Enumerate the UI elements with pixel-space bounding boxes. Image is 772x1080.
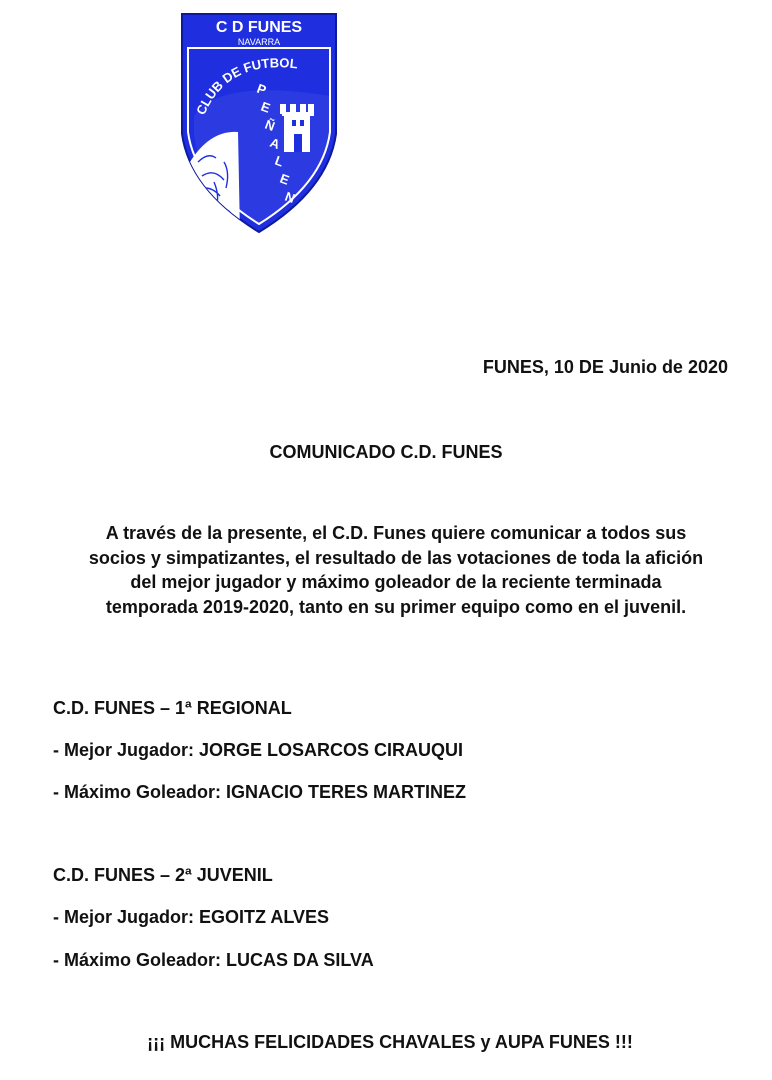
letter-title: COMUNICADO C.D. FUNES — [269, 442, 503, 462]
intro-line: socios y simpatizantes, el resultado de las votaciones de toda la afición — [88, 547, 704, 568]
award-top-scorer-juvenil: - Máximo Goleador: LUCAS DA SILVA — [53, 950, 374, 970]
svg-text:E: E — [277, 170, 292, 188]
section-heading-regional: C.D. FUNES – 1ª REGIONAL — [53, 698, 292, 718]
award-best-player-juvenil: - Mejor Jugador: EGOITZ ALVES — [53, 907, 330, 927]
intro-paragraph — [40, 521, 752, 619]
intro-line: del mejor jugador y máximo goleador de la reciente terminada — [130, 572, 662, 592]
svg-text:L: L — [272, 152, 286, 170]
closing-message: ¡¡¡ MUCHAS FELICIDADES CHAVALES y AUPA FUNES !!! — [147, 1032, 633, 1052]
svg-text:C D FUNES: C D FUNES — [215, 19, 303, 36]
svg-text:NAVARRA: NAVARRA — [237, 37, 281, 47]
award-top-scorer-regional: - Máximo Goleador: IGNACIO TERES MARTINEZ — [53, 782, 467, 802]
award-best-player-regional: - Mejor Jugador: JORGE LOSARCOS CIRAUQUI — [53, 740, 464, 760]
section-heading-juvenil: C.D. FUNES – 2ª JUVENIL — [53, 865, 273, 885]
svg-text:N: N — [282, 188, 297, 207]
svg-text:P: P — [254, 80, 269, 98]
intro-line: temporada 2019-2020, tanto en su primer equipo como en el juvenil. — [105, 596, 687, 617]
svg-text:Ñ: Ñ — [262, 116, 277, 135]
svg-text:A: A — [267, 134, 282, 153]
letter-date: FUNES, 10 DE Junio de 2020 — [482, 357, 728, 377]
club-crest-logo — [180, 12, 338, 234]
intro-line: A través de la presente, el C.D. Funes quiere comunicar a todos sus — [105, 523, 687, 543]
svg-text:CLUB DE FUTBOL: CLUB DE FUTBOL — [193, 55, 299, 118]
svg-text:E: E — [258, 98, 273, 116]
